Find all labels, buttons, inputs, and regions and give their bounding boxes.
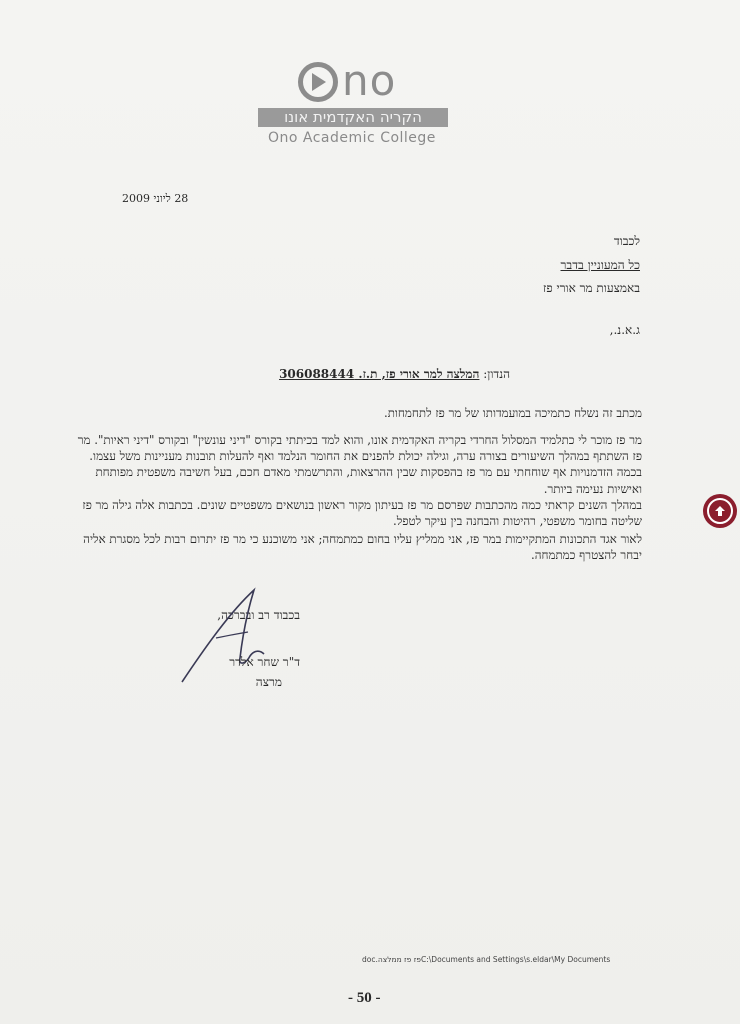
- subject-text: המלצה למר אורי פז, ת.ז. 306088444: [279, 367, 480, 381]
- paragraph-4: לאור אגד התכונות המתקיימות במר פז, אני ממליץ עליו בחום כמתמחה; אני משוכנע כי מר פז יתרום רבות לכל מסגרת אליה יבחר להצטרף כמתמחה.: [83, 532, 642, 563]
- handwritten-signature: [176, 586, 276, 686]
- subject-line: [279, 367, 510, 382]
- signer-title: מרצה: [255, 675, 282, 689]
- logo-play-triangle-icon: [312, 73, 326, 91]
- letter-date: 28 ליוני 2009: [122, 192, 189, 205]
- paragraph-1: מכתב זה נשלח כתמיכה במועמדותו של מר פז לתחמחות.: [383, 406, 642, 420]
- scroll-to-top-button[interactable]: [703, 494, 737, 528]
- paragraph-2: מר פז מוכר לי כתלמיד המסלול החרדי בקריה האקדמית אונו, והוא למד בכיתתי בקורס "דיני עונשין" ובקורס "דיני ראיות". מר פז השתתף במהלך השיעורים בצורה ערה, וגילה יכולת להפנים את החומר הנלמד ואף להעלות תובנות מעניינות משל עצמו. בכמה הזדמנויות אף שוחחתי עם מר פז בהפסקות שבין ההרצאות, והתרשמתי מאדם חכם, בעל חשיבה משפטית מפותחת ואישיות נעימה ביותר.: [77, 433, 642, 496]
- recipient-line-2: כל המעוניין בדבר: [560, 258, 640, 272]
- logo-hebrew-name: הקריה האקדמית אונו: [258, 108, 448, 127]
- signer-name: ד"ר שחר אלדר: [229, 655, 300, 669]
- closing: בכבוד רב ובברכה,: [217, 608, 300, 622]
- recipient-line-3: באמצעות מר אורי פז: [543, 281, 640, 295]
- logo-wordmark: no: [342, 56, 397, 105]
- page-number: - 50 -: [348, 990, 381, 1006]
- logo-english-name: Ono Academic College: [268, 130, 436, 146]
- footer-file-path: doc.פז פז ממלצהC:\Documents and Settings\s.eldar\My Documents: [362, 955, 611, 964]
- recipient-line-1: לכבוד: [613, 234, 640, 248]
- arrow-up-circle-icon: [707, 498, 733, 524]
- paragraph-3: במהלך השנים קראתי כמה מהכתבות שפרסם מר פז בעיתון מקור ראשון בנושאים משפטיים שונים. בכתבות אלה גילה מר פז שליטה בחומר משפטי, רהיטות והבחנה בין עיקר לטפל.: [82, 498, 642, 529]
- arrow-up-icon: [713, 504, 727, 518]
- college-logo: [258, 56, 458, 156]
- greeting: ג.א.נ.,: [609, 323, 640, 337]
- subject-prefix: הנדון:: [479, 367, 510, 381]
